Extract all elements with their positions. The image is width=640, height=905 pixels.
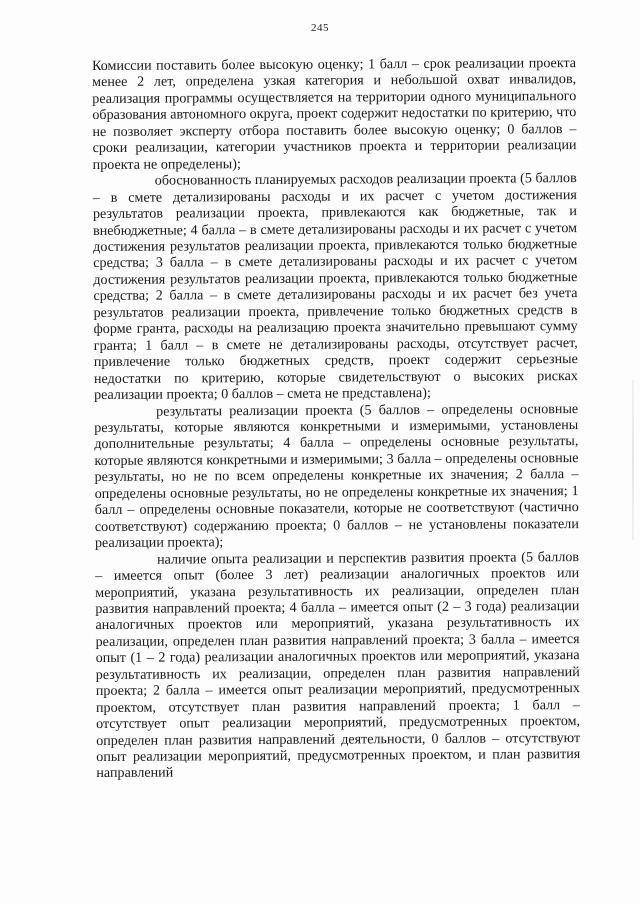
paragraph-scoring-continuation: Комиссии поставить более высокую оценку; 1 балл – срок реализации проекта менее 2 лет, определена узкая категория и небольшой охват инвалидов, реализация программы осуществляется на территории одного муниципального образования автономного округа, проект содержит недостатки по критерию, что не позволяет эксперту отбора поставить более высокую оценку; 0 баллов – сроки реализации, категории участников проекта и территории реализации проекта не определены);: [92, 55, 577, 173]
scan-edge-shadow: [632, 380, 634, 540]
paragraph-project-results: результаты реализации проекта (5 баллов – определены основные результаты, которые являются конкретными и измеримыми, установлены дополнительные результаты; 4 балла – определены основные результаты, которые являются конкретными и измеримыми; 3 балла – определены основные результаты, но не по всем определены конкретные их значения; 2 балла – определены основные результаты, но не определены конкретные их значения; 1 балл – определены основные показатели, которые не соответствуют (частично соответствуют) содержанию проекта; 0 баллов – не установлены показатели реализации проекта);: [94, 400, 579, 552]
document-body: [92, 55, 580, 782]
paragraph-expense-justification: обоснованность планируемых расходов реализации проекта (5 баллов – в смете детализированы расходы и их расчет с учетом достижения результатов реализации проекта, привлекаются как бюджетные, так и внебюджетные; 4 балла – в смете детализированы расходы и их расчет с учетом достижения результатов реализации проекта, привлекаются только бюджетные средства; 3 балла – в смете детализированы расходы и их расчет с учетом достижения результатов реализации проекта, привлекаются только бюджетные средства; 2 балла – в смете детализированы расходы и их расчет без учета результатов реализации проекта, привлечение только бюджетных средств в форме гранта, расходы на реализацию проекта значительно превышают сумму гранта; 1 балл – в смете не детализированы расходы, отсутствует расчет, привлечение только бюджетных средств, проект содержит серьезные недостатки по критерию, которые свидетельствуют о высоких рисках реализации проекта; 0 баллов – смета не представлена);: [92, 170, 578, 404]
paragraph-experience-prospects: наличие опыта реализации и перспектив развития проекта (5 баллов – имеется опыт (более 3 лет) реализации аналогичных проектов или мероприятий, указана результативность их реализации, определен план развития направлений проекта; 4 балла – имеется опыт (2 – 3 года) реализации аналогичных проектов или мероприятий, указана результативность их реализации, определен план развития направлений проекта; 3 балла – имеется опыт (1 – 2 года) реализации аналогичных проектов или мероприятий, указана результативность их реализации, определен план развития направлений проекта; 2 балла – имеется опыт реализации мероприятий, предусмотренных проектом, отсутствует план развития направлений проекта; 1 балл – отсутствует опыт реализации мероприятий, предусмотренных проектом, определен план развития направлений деятельности, 0 баллов – отсутствуют опыт реализации мероприятий, предусмотренных проектом, и план развития направлений: [95, 548, 581, 782]
page-number: 245: [311, 22, 329, 34]
